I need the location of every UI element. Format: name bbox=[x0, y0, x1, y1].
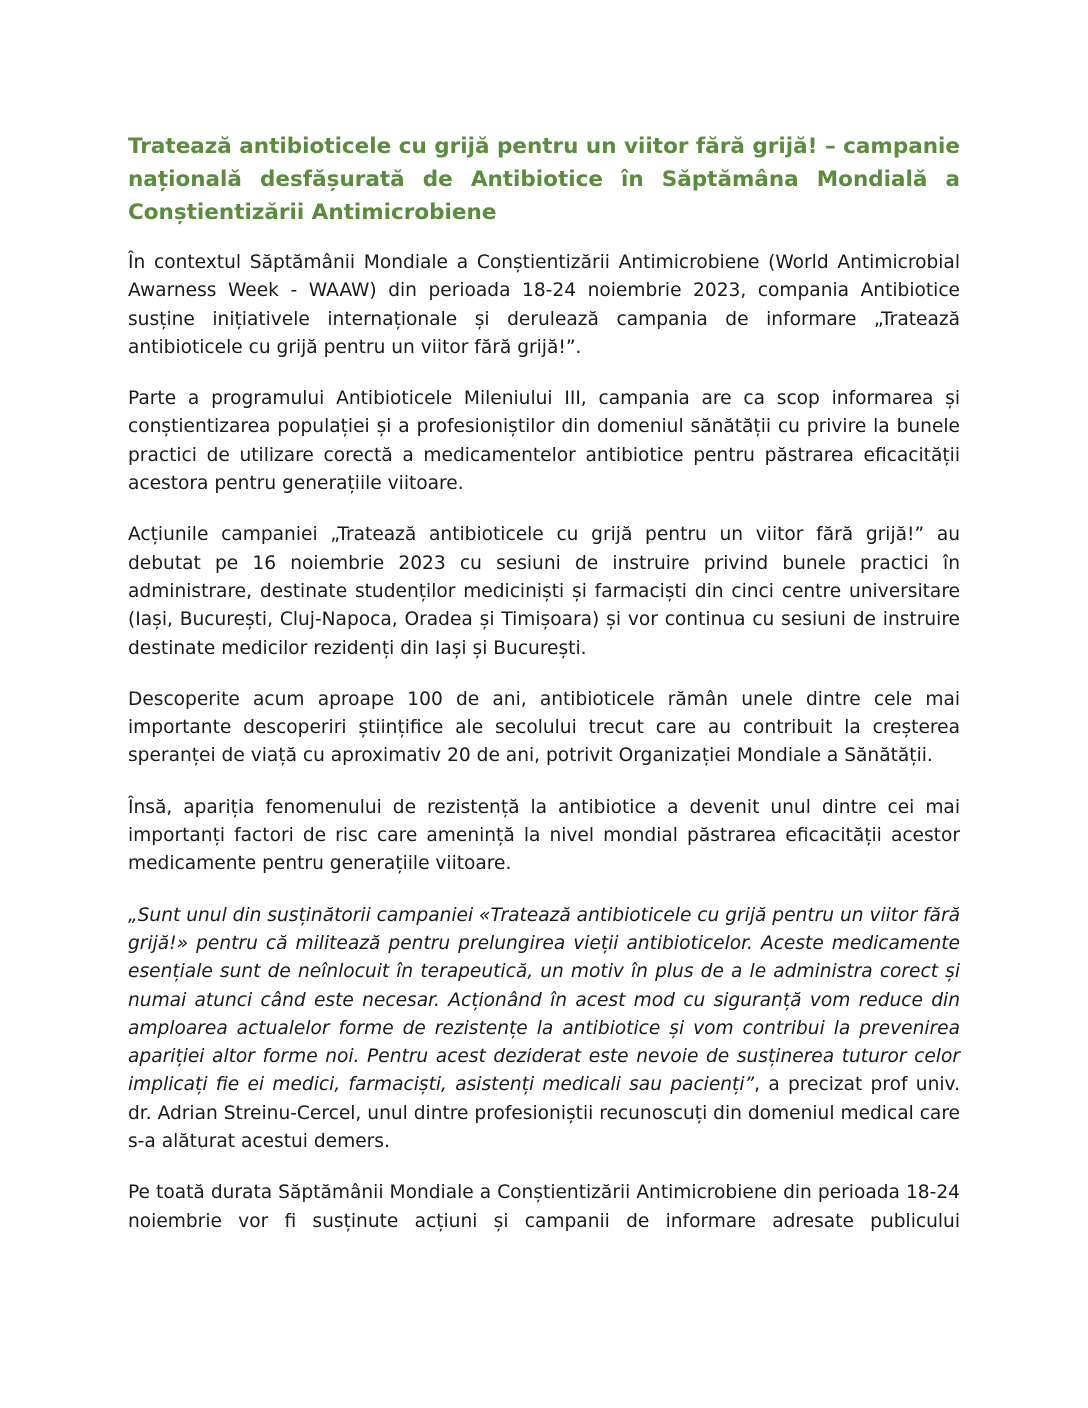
quote-attribution: , a precizat prof univ. dr. Adrian Streinu-Cercel, unul dintre profesioniștii recunoscuți din domeniul medical care s-a alăturat acestui demers. bbox=[128, 1074, 960, 1153]
paragraph-week: Pe toată durata Săptămânii Mondiale a Conștientizării Antimicrobiene din perioada 18-24 noiembrie vor fi susținute acțiuni și campanii de informare adresate publicului bbox=[128, 1182, 960, 1232]
paragraph-quote bbox=[128, 902, 960, 1157]
paragraph-context: În contextul Săptămânii Mondiale a Conștientizării Antimicrobiene (World Antimicrobial Awarness Week - WAAW) din perioada 18-24 noiembrie 2023, compania Antibiotice susține inițiativele internaționale și derulează campania de informare „Tratează antibioticele cu grijă pentru un viitor fără grijă!”. bbox=[128, 252, 960, 358]
paragraph-discovery: Descoperite acum aproape 100 de ani, antibioticele rămân unele dintre cele mai importante descoperiri științifice ale secolului trecut care au contribuit la creșterea speranței de viață cu aproximativ 20 de ani, potrivit Organizației Mondiale a Sănătății. bbox=[128, 688, 960, 767]
document-title: Tratează antibioticele cu grijă pentru un viitor fără grijă! – campanie națională desfășurată de Antibiotice în Săptămâna Mondială a Conștientizării Antimicrobiene bbox=[128, 134, 960, 225]
quote-text: „Sunt unul din susținătorii campaniei «Tratează antibioticele cu grijă pentru un viitor fără grijă!» pentru că militează pentru prelungirea vieții antibioticelor. Aceste medicamente esențiale sunt de neînlocuit în terapeutică, un motiv în plus de a le administra corect și numai atunci când este necesar. Acționând în acest mod cu siguranță vom reduce din amploarea actualelor forme de rezistențe la antibiotice și vom contribui la prevenirea apariției altor forme noi. Pentru acest deziderat este nevoie de susținerea tuturor celor implicați fie ei medici, farmaciști, asistenți medicali sau pacienți” bbox=[128, 904, 960, 1096]
paragraph-resistance: Însă, apariția fenomenului de rezistență la antibiotice a devenit unul dintre cei mai importanți factori de risc care amenință la nivel mondial păstrarea eficacității acestor medicamente pentru generațiile viitoare. bbox=[128, 796, 960, 875]
paragraph-actions: Acțiunile campaniei „Tratează antibioticele cu grijă pentru un viitor fără grijă!” au debutat pe 16 noiembrie 2023 cu sesiuni de instruire privind bunele practici în administrare, destinate studenților mediciniști și farmaciști din cinci centre universitare (Iași, București, Cluj-Napoca, Oradea și Timișoara) și vor continua cu sesiuni de instruire destinate medicilor rezidenți din Iași și București. bbox=[128, 524, 960, 659]
document-page bbox=[128, 130, 960, 1236]
paragraph-program: Parte a programului Antibioticele Mileniului III, campania are ca scop informarea și conștientizarea populației și a profesioniștilor din domeniul sănătății cu privire la bunele practici de utilizare corectă a medicamentelor antibiotice pentru păstrarea eficacității acestora pentru generațiile viitoare. bbox=[128, 388, 960, 495]
